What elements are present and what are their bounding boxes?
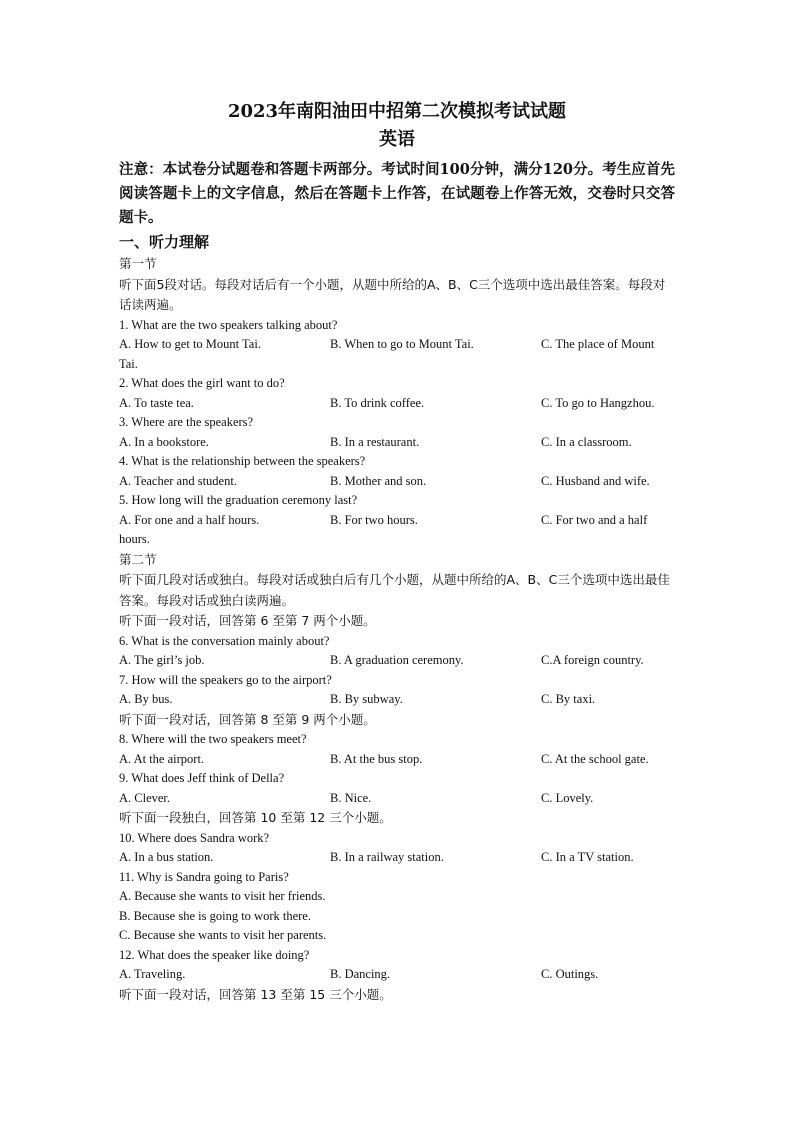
option-9b: B. Nice. [330,790,372,805]
section1-instruction: 听下面5段对话。每段对话后有一个小题，从题中所给的A、B、C三个选项中选出最佳答案。每段对话读两遍。 [119,276,666,312]
option-3a: A. In a bookstore. [119,434,209,449]
option-4c: C. Husband and wife. [541,473,650,488]
question-1: 1. What are the two speakers talking about? [119,317,338,332]
option-6c: C.A foreign country. [541,653,644,667]
options-10 [119,848,675,868]
exam-notice: 注意：本试卷分试题卷和答题卡两部分。考试时间100分钟，满分120分。考生应首先阅读答题卡上的文字信息，然后在答题卡上作答，在试题卷上作答无效，交卷时只交答题卡。 [119,161,675,226]
options-8 [119,750,675,770]
option-7c: C. By taxi. [541,692,596,706]
exam-page [119,98,675,1005]
option-8a: A. At the airport. [119,751,205,766]
option-11b: B. Because she is going to work there. [119,908,311,923]
option-1b: B. When to go to Mount Tai. [330,337,474,351]
option-5b: B. For two hours. [330,512,418,527]
option-10c: C. In a TV station. [541,850,634,864]
option-8b: B. At the bus stop. [330,751,423,766]
option-1c-wrap: Tai. [119,356,138,371]
question-6: 6. What is the conversation mainly about? [119,633,330,648]
option-5c: C. For two and a half [541,512,648,527]
section2-instruction: 听下面几段对话或独白。每段对话或独白后有几个小题，从题中所给的A、B、C三个选项中选出最佳答案。每段对话或独白读两遍。 [119,572,670,608]
options-9 [119,789,675,809]
part1-heading: 一、听力理解 [119,233,210,251]
option-11a: A. Because she wants to visit her friends. [119,889,326,903]
option-5a: A. For one and a half hours. [119,512,260,527]
question-2: 2. What does the girl want to do? [119,376,285,390]
option-12a: A. Traveling. [119,967,186,981]
option-2b: B. To drink coffee. [330,395,425,410]
option-10b: B. In a railway station. [330,850,444,864]
options-2 [119,394,675,414]
options-7 [119,690,675,710]
option-4a: A. Teacher and student. [119,473,237,488]
option-9c: C. Lovely. [541,790,594,805]
options-4 [119,472,675,492]
question-9: 9. What does Jeff think of Della? [119,771,285,785]
option-8c: C. At the school gate. [541,751,649,766]
question-12: 12. What does the speaker like doing? [119,947,310,962]
section2-label: 第二节 [119,551,157,567]
option-6b: B. A graduation ceremony. [330,653,464,667]
options-12 [119,965,675,985]
option-12b: B. Dancing. [330,967,391,981]
option-4b: B. Mother and son. [330,473,427,488]
question-8: 8. Where will the two speakers meet? [119,732,307,746]
option-2a: A. To taste tea. [119,395,194,410]
option-12c: C. Outings. [541,967,599,981]
option-3b: B. In a restaurant. [330,434,420,449]
question-4: 4. What is the relationship between the speakers? [119,454,366,468]
option-1a: A. How to get to Mount Tai. [119,337,261,351]
option-10a: A. In a bus station. [119,850,214,864]
group3-lead: 听下面一段独白，回答第 10 至第 12 三个小题。 [119,810,392,825]
option-6a: A. The girl’s job. [119,653,205,667]
options-3 [119,433,675,453]
question-10: 10. Where does Sandra work? [119,830,270,845]
option-11c: C. Because she wants to visit her parents. [119,928,327,942]
option-3c: C. In a classroom. [541,434,632,449]
option-2c: C. To go to Hangzhou. [541,395,655,410]
question-5: 5. How long will the graduation ceremony last? [119,493,358,507]
options-1 [119,335,675,355]
option-7a: A. By bus. [119,692,173,706]
option-1c: C. The place of Mount [541,337,655,351]
options-6 [119,651,675,671]
option-5c-wrap: hours. [119,532,150,546]
section1-label: 第一节 [119,256,157,271]
group4-lead: 听下面一段对话，回答第 13 至第 15 三个小题。 [119,986,392,1002]
options-5 [119,511,675,531]
question-3: 3. Where are the speakers? [119,415,254,429]
exam-title: 2023年南阳油田中招第二次模拟考试试题 [227,101,567,122]
question-11: 11. Why is Sandra going to Paris? [119,869,289,884]
exam-subject: 英语 [379,129,415,150]
group2-lead: 听下面一段对话，回答第 8 至第 9 两个小题。 [119,711,376,727]
option-7b: B. By subway. [330,692,403,706]
group1-lead: 听下面一段对话，回答第 6 至第 7 两个小题。 [119,613,376,628]
option-9a: A. Clever. [119,790,171,805]
question-7: 7. How will the speakers go to the airport? [119,672,332,687]
